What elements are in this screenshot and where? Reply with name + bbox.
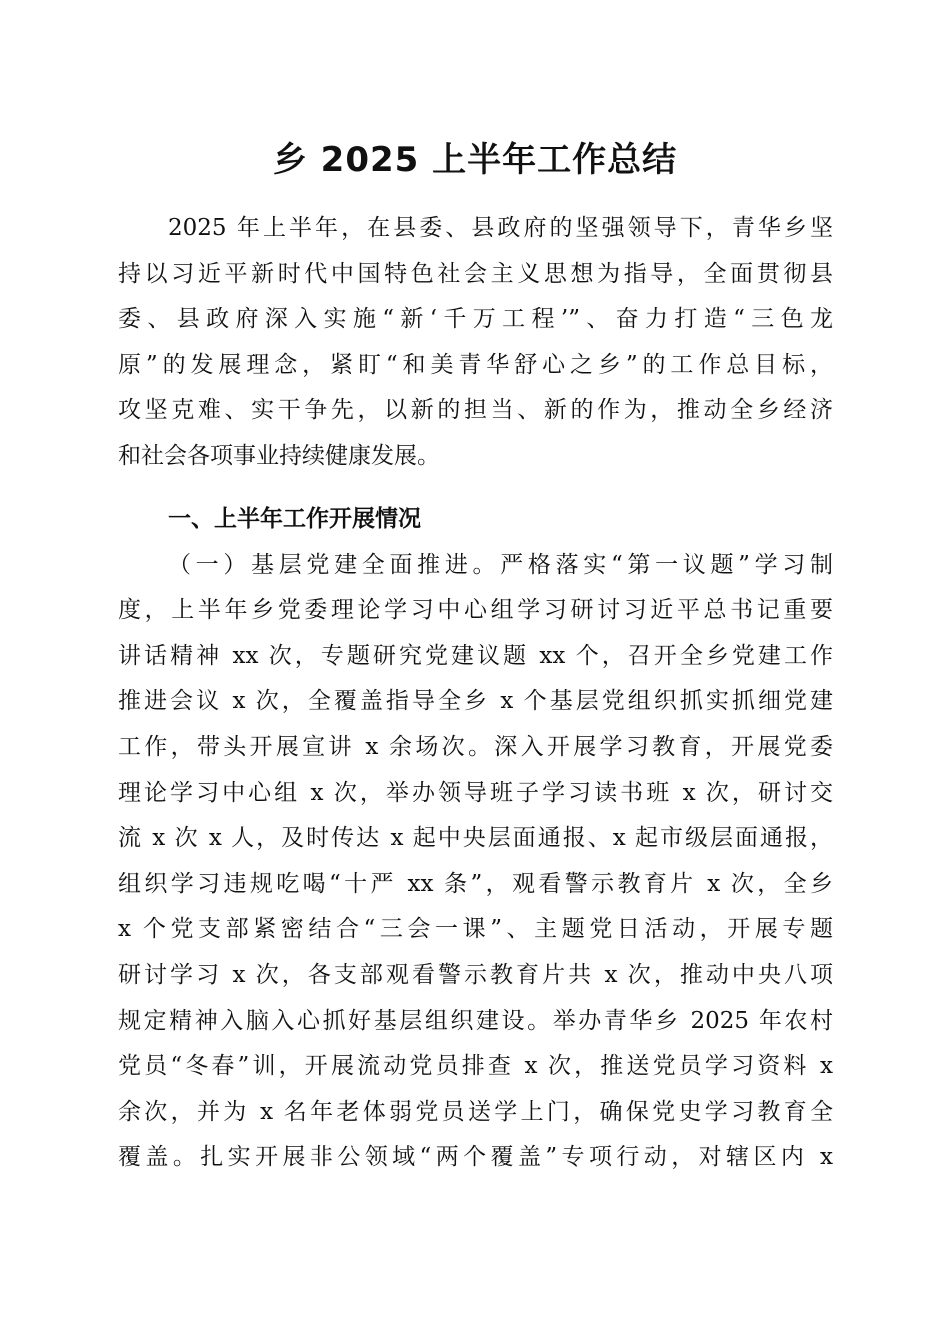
subsection-first-line: [118, 543, 833, 589]
paragraph-line: 研讨学习 x 次，各支部观看警示教育片共 x 次，推动中央八项: [118, 961, 833, 988]
paragraph-line: 原”的发展理念，紧盯“和美青华舒心之乡”的工作总目标，: [118, 351, 833, 378]
subsection-label: （一）基层党建全面推进。: [168, 551, 501, 578]
section-one: [118, 497, 833, 1181]
paragraph-line: 度，上半年乡党委理论学习中心组学习研讨习近平总书记重要: [118, 597, 833, 624]
paragraph-line: 余次，并为 x 名年老体弱党员送学上门，确保党史学习教育全: [118, 1098, 833, 1125]
paragraph-line: 组织学习违规吃喝“十严 xx 条”，观看警示教育片 x 次，全乡: [118, 870, 833, 897]
paragraph-line: 2025 年上半年，在县委、县政府的坚强领导下，青华乡坚: [168, 215, 833, 241]
section-heading: 一、上半年工作开展情况: [168, 506, 421, 532]
paragraph-line: 攻坚克难、实干争先，以新的担当、新的作为，推动全乡经济: [118, 397, 833, 424]
paragraph-line: x 个党支部紧密结合“三会一课”、主题党日活动，开展专题: [118, 916, 833, 943]
paragraph-line: 讲话精神 xx 次，专题研究党建议题 xx 个，召开全乡党建工作: [118, 642, 833, 669]
paragraph-line: 理论学习中心组 x 次，举办领导班子学习读书班 x 次，研讨交: [118, 779, 833, 806]
paragraph-line: 推进会议 x 次，全覆盖指导全乡 x 个基层党组织抓实抓细党建: [118, 688, 833, 715]
paragraph-line: 持以习近平新时代中国特色社会主义思想为指导，全面贯彻县: [118, 260, 833, 287]
paragraph-line: 和社会各项事业持续健康发展。: [118, 442, 440, 469]
page-title: 乡 2025 上半年工作总结: [272, 140, 678, 180]
intro-paragraph: [118, 206, 833, 480]
paragraph-line: 工作，带头开展宣讲 x 余场次。深入开展学习教育，开展党委: [118, 733, 833, 760]
paragraph-line: 流 x 次 x 人，及时传达 x 起中央层面通报、x 起市级层面通报，: [118, 825, 833, 852]
paragraph-line: 规定精神入脑入心抓好基层组织建设。举办青华乡 2025 年农村: [118, 1007, 833, 1034]
paragraph-line: 党员“冬春”训，开展流动党员排查 x 次，推送党员学习资料 x: [118, 1053, 833, 1080]
paragraph-line-rest: 严格落实“第一议题”学习制: [500, 551, 833, 578]
paragraph-line: 委、县政府深入实施“新‘千万工程’”、奋力打造“三色龙: [118, 306, 833, 333]
paragraph-line: 覆盖。扎实开展非公领域“两个覆盖”专项行动，对辖区内 x: [118, 1144, 833, 1171]
